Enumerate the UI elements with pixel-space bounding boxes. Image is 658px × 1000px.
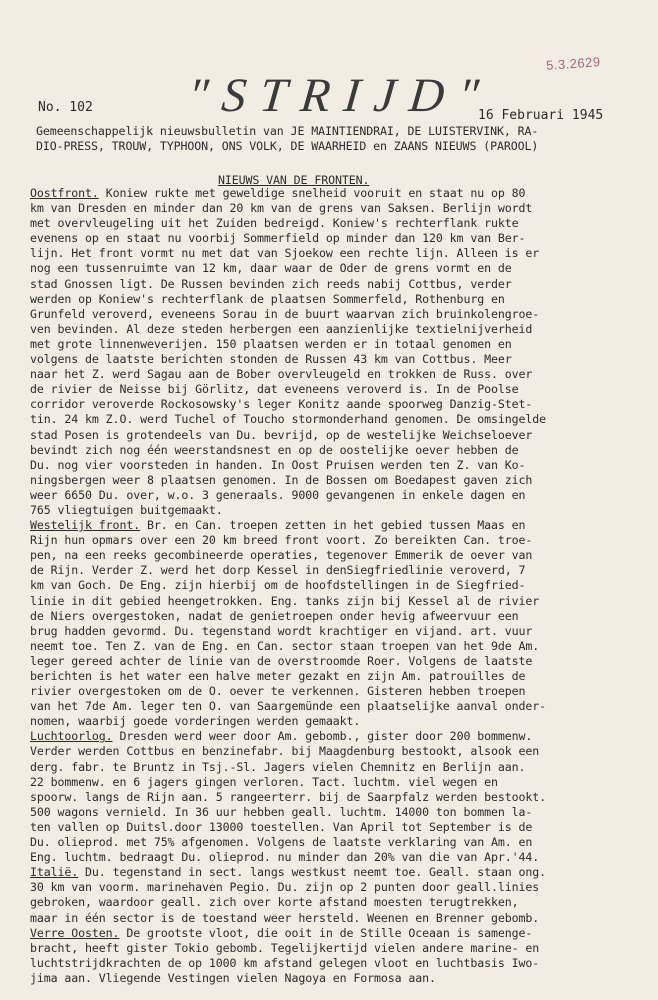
text-line — [30, 246, 645, 261]
section-text: gebroken, waardoor geall. zich over korte afstand moesten terugtrekken, — [30, 895, 519, 910]
section-text: pen, na een reeks gecombineerde operaties, tegenover Emmerik de oever van — [30, 548, 533, 563]
text-line — [30, 292, 645, 307]
text-line — [30, 699, 645, 714]
section-text: de Rijn. Verder Z. werd het dorp Kessel in denSiegfriedlinie veroverd, 7 — [30, 563, 526, 578]
section-label: Italië. — [30, 865, 79, 880]
section-text: spoorw. langs de Rijn aan. 5 rangeerterr. bij de Saarpfalz werden bestookt. — [30, 789, 547, 804]
text-line — [30, 503, 645, 518]
section-text: De grootste vloot, die ooit in de Stille Oceaan is samenge- — [119, 925, 533, 940]
section-text: jima aan. Vliegende Vestingen vielen Nagoya en Formosa aan. — [30, 970, 436, 985]
section-text: corridor veroverde Rockosowsky's leger Konitz aande spoorweg Danzig-Stet- — [30, 397, 533, 412]
article-heading: NIEUWS VAN DE FRONTEN. — [218, 173, 370, 187]
section-label: Oostfront. — [30, 186, 99, 200]
section-text: nog een tussenruimte van 12 km, daar waar de Oder de grens vormt en de — [30, 261, 512, 276]
section-text: evenens op en staat nu voorbij Sommerfield op minder dan 120 km van Ber- — [30, 231, 526, 246]
text-line — [30, 941, 645, 956]
text-line — [30, 654, 645, 669]
text-line — [30, 609, 645, 624]
text-line — [30, 880, 645, 895]
archive-number-mark: 5.3.2629 — [545, 54, 602, 73]
section-text: brug hadden gevormd. Du. tegenstand wordt krachtiger en vijand. art. vuur — [30, 623, 533, 638]
text-line — [30, 443, 645, 458]
issue-number: No. 102 — [38, 100, 93, 115]
text-line — [30, 488, 645, 503]
text-line — [30, 684, 645, 699]
section-text: stad Gnossen ligt. De Russen bevinden zich reeds nabij Cottbus, verder — [30, 276, 512, 291]
text-line — [30, 352, 645, 367]
section-text: stad Posen is grotendeels van Du. bevrijd, op de westelijke Weichseloever — [30, 427, 533, 442]
section-label: Westelijk front. — [30, 518, 141, 533]
text-line — [30, 412, 645, 427]
text-line — [30, 714, 645, 729]
text-line — [30, 790, 645, 805]
section-text: de rivier de Neisse bij Görlitz, dat eveneens veroverd is. In de Poolse — [30, 382, 519, 397]
section-text: tin. 24 km Z.O. werd Tuchel of Toucho stormonderhand genomen. De omsingelde — [30, 412, 547, 427]
text-line — [30, 473, 645, 488]
section-text: met overvleugeling uit het Zuiden bedreigd. Koniew's rechterflank rukte — [30, 216, 519, 231]
article-body — [30, 186, 645, 986]
section-text: neemt toe. Ten Z. van de Eng. en Can. sector staan troepen van het 9de Am. — [30, 638, 540, 653]
section-text: ven bevinden. Al deze steden herbergen een aanzienlijke textielnijverheid — [30, 321, 533, 336]
section-text: ningsbergen weer 8 plaatsen genomen. In de Bossen om Boedapest gaven zich — [30, 472, 533, 487]
text-line — [30, 261, 645, 276]
section-text: met grote linnenweverijen. 150 plaatsen werden er in totaal genomen en — [30, 336, 512, 351]
section-text: Rijn hun opmars over een 20 km breed front voort. Zo bereikten Can. troe- — [30, 533, 533, 548]
text-line — [30, 624, 645, 639]
text-line — [30, 805, 645, 820]
section-label: Verre Oosten. — [30, 925, 120, 940]
text-line — [30, 820, 645, 835]
section-text: 765 vliegtuigen buitgemaakt. — [30, 502, 223, 517]
text-line — [30, 382, 645, 397]
text-line — [30, 563, 645, 578]
text-line — [30, 669, 645, 684]
text-line — [30, 367, 645, 382]
text-line — [30, 337, 645, 352]
section-text: rivier overgestoken om de O. oever te verkennen. Gisteren hebben troepen — [30, 684, 526, 699]
section-text: volgens de laatste berichten stonden de Russen 43 km van Cottbus. Meer — [30, 352, 512, 367]
section-text: lijn. Het front vormt nu met dat van Sjoekow een rechte lijn. Alleen is er — [30, 246, 540, 261]
section-text: luchtstrijdkrachten de op 1000 km afstand gelegen vloot en luchtbasis Iwo- — [30, 955, 540, 970]
text-line — [30, 895, 645, 910]
section-text: Verder werden Cottbus en benzinefabr. bij Maagdenburg bestookt, alsook een — [30, 744, 540, 759]
section-text: Br. en Can. troepen zetten in het gebied tussen Maas en — [140, 518, 526, 533]
section-text: naar het Z. werd Sagau aan de Bober overvleugeld en trokken de Russ. over — [30, 367, 533, 382]
publishers-line — [36, 124, 636, 154]
text-line — [30, 911, 645, 926]
section-text: bracht, heeft gister Tokio gebomb. Tegelijkertijd vielen andere marine- en — [30, 940, 540, 955]
section-text: Eng. luchtm. bedraagt Du. olieprod. nu minder dan 20% van die van Apr.'44. — [30, 850, 540, 865]
section-text: Dresden werd weer door Am. gebomb., gister door 200 bommenw. — [112, 729, 533, 744]
text-line — [30, 548, 645, 563]
section-text: Du. tegenstand in sect. langs westkust neemt toe. Geall. staan ong. — [78, 865, 547, 880]
section-text: Du. olieprod. met 75% afgenomen. Volgens de laatste verklaring van Am. en — [30, 835, 533, 850]
text-line — [30, 277, 645, 292]
section-text: km van Dresden en minder dan 20 km van de grens van Saksen. Berlijn wordt — [30, 201, 533, 216]
section-text: berichten is het water een halve meter gezakt en zijn Am. patrouilles de — [30, 669, 526, 683]
subtitle-line-1: Gemeenschappelijk nieuwsbulletin van JE MAINTIENDRAI, DE LUISTERVINK, RA- — [36, 124, 539, 138]
section-text: ten vallen op Duitsl.door 13000 toestellen. Van April tot September is de — [30, 819, 533, 834]
text-line — [30, 775, 645, 790]
text-line — [30, 760, 645, 775]
section-text: km van Goch. De Eng. zijn hierbij om de hoofdstellingen in de Siegfried- — [30, 578, 526, 593]
text-line — [30, 201, 645, 216]
text-line — [30, 850, 645, 865]
text-line — [30, 322, 645, 337]
text-line — [30, 865, 645, 880]
text-line — [30, 744, 645, 759]
text-line — [30, 458, 645, 473]
text-line — [30, 956, 645, 971]
text-line — [30, 729, 645, 744]
section-text: 500 wagons vernield. In 36 uur hebben geall. luchtm. 14000 ton bommen la- — [30, 804, 533, 819]
text-line — [30, 186, 645, 201]
section-text: derg. fabr. te Bruntz in Tsj.-Sl. Jagers vielen Chemnitz en Berlijn aan. — [30, 759, 526, 774]
text-line — [30, 518, 645, 533]
section-text: van het 7de Am. leger ten O. van Saargemünde een plaatselijke aanval onder- — [30, 699, 547, 714]
section-text: de Niers overgestoken, nadat de genietroepen onder hevig afweervuur een — [30, 608, 519, 623]
section-text: 22 bommenw. en 6 jagers gingen verloren. Tact. luchtm. viel wegen en — [30, 774, 498, 789]
section-text: weer 6650 Du. over, w.o. 3 generaals. 9000 gevangenen in enkele dagen en — [30, 487, 526, 502]
section-text: nomen, waarbij goede vorderingen werden gemaakt. — [30, 714, 361, 729]
issue-date: 16 Februari 1945 — [478, 108, 604, 123]
section-text: leger gereed achter de linie van de overstroomde Roer. Volgens de laatste — [30, 653, 533, 668]
text-line — [30, 307, 645, 322]
text-line — [30, 594, 645, 609]
text-line — [30, 926, 645, 941]
text-line — [30, 971, 645, 986]
text-line — [30, 639, 645, 654]
text-line — [30, 428, 645, 443]
text-line — [30, 231, 645, 246]
text-line — [30, 835, 645, 850]
section-text: Koniew rukte met geweldige snelheid vooruit en staat nu op 80 — [98, 186, 526, 200]
section-text: Du. nog vier voorsteden in handen. In Oost Pruisen werden ten Z. van Ko- — [30, 457, 526, 472]
subtitle-line-2: DIO-PRESS, TROUW, TYPHOON, ONS VOLK, DE WAARHEID en ZAANS NIEUWS (PAROOL) — [36, 139, 539, 153]
text-line — [30, 578, 645, 593]
section-label: Luchtoorlog. — [30, 729, 113, 744]
section-text: maar in één sector is de toestand weer hersteld. Weenen en Brenner gebomb. — [30, 910, 540, 925]
section-text: werden op Koniew's rechterflank de plaatsen Sommerfeld, Rothenburg en — [30, 291, 505, 306]
text-line — [30, 397, 645, 412]
section-text: linie in dit gebied heengetrokken. Eng. tanks zijn bij Kessel al de rivier — [30, 593, 540, 608]
section-text: 30 km van voorm. marinehaven Pegio. Du. zijn op 2 punten door geall.linies — [30, 880, 540, 895]
text-line — [30, 533, 645, 548]
section-text: Grunfeld veroverd, eveneens Sorau in de buurt waarvan zich bruinkolengroe- — [30, 306, 540, 321]
newsletter-title: "STRIJD" — [185, 69, 496, 122]
section-text: bevindt zich nog één weerstandsnest en op de oostelijke oever hebben de — [30, 442, 519, 457]
text-line — [30, 216, 645, 231]
